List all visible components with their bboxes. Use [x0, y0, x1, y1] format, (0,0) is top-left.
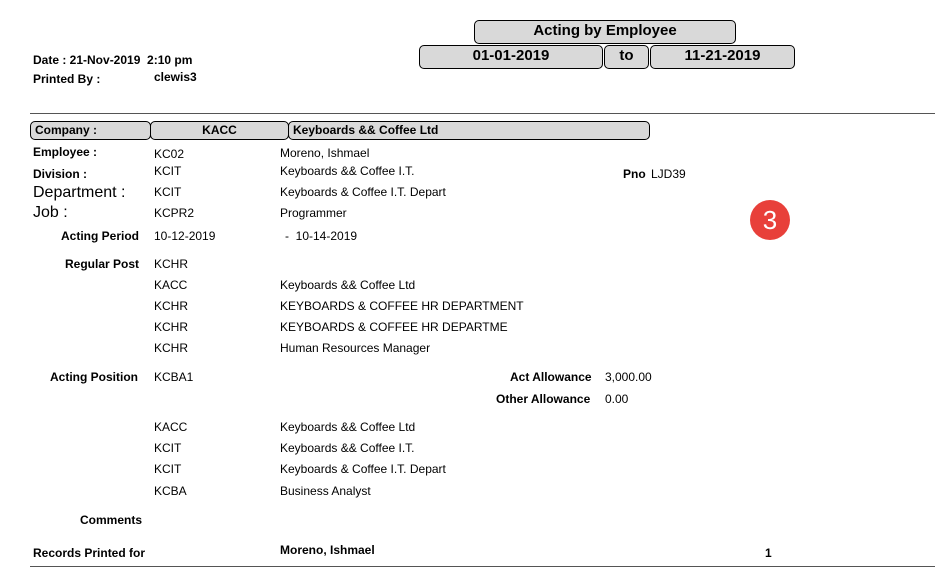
position-row-code: KCBA [154, 484, 187, 498]
act-allowance-value: 3,000.00 [605, 370, 652, 384]
regular-row-code: KCHR [154, 299, 189, 313]
date-to-label-box [604, 45, 649, 69]
company-name: Keyboards && Coffee Ltd [293, 123, 439, 137]
records-printed-name: Moreno, Ishmael [280, 543, 375, 557]
comments-label: Comments [80, 513, 143, 527]
position-row-code: KCIT [154, 441, 182, 455]
company-code-box [150, 121, 289, 140]
regular-post-code: KCHR [154, 257, 189, 271]
date-to: 11-21-2019 [684, 47, 761, 64]
job-name: Programmer [280, 206, 347, 220]
acting-period-end: - 10-14-2019 [285, 229, 358, 243]
report-title-box [474, 20, 736, 44]
company-name-box [288, 121, 650, 140]
company-code: KACC [202, 123, 237, 137]
print-date: Date : 21-Nov-2019 2:10 pm [33, 53, 193, 67]
department-code: KCIT [154, 185, 182, 199]
pno-value: LJD39 [651, 167, 686, 181]
employee-code: KC02 [154, 147, 185, 161]
records-printed-label: Records Printed for [33, 546, 146, 560]
date-to-label: to [619, 47, 634, 64]
position-row-code: KCIT [154, 462, 182, 476]
report-title: Acting by Employee [533, 22, 677, 39]
printed-by-value: clewis3 [154, 70, 197, 84]
division-code: KCIT [154, 164, 182, 178]
other-allowance-label: Other Allowance [496, 392, 591, 406]
employee-label: Employee : [33, 145, 98, 159]
header-divider [30, 113, 935, 114]
regular-row-code: KCHR [154, 341, 189, 355]
regular-row-code: KACC [154, 278, 188, 292]
date-from-box [419, 45, 603, 69]
position-row-desc: Business Analyst [280, 484, 371, 498]
date-to-box [650, 45, 795, 69]
regular-row-desc: KEYBOARDS & COFFEE HR DEPARTMENT [280, 299, 524, 313]
acting-position-code: KCBA1 [154, 370, 194, 384]
date-from: 01-01-2019 [472, 47, 550, 64]
regular-row-desc: Human Resources Manager [280, 341, 431, 355]
employee-name: Moreno, Ishmael [280, 146, 370, 160]
regular-row-code: KCHR [154, 320, 189, 334]
division-label: Division : [33, 167, 88, 181]
regular-row-desc: KEYBOARDS & COFFEE HR DEPARTME [280, 320, 508, 334]
position-row-code: KACC [154, 420, 188, 434]
other-allowance-value: 0.00 [605, 392, 629, 406]
position-row-desc: Keyboards & Coffee I.T. Depart [280, 462, 446, 476]
position-row-desc: Keyboards && Coffee Ltd [280, 420, 416, 434]
acting-position-label: Acting Position [50, 370, 138, 384]
company-label: Company : [35, 123, 98, 137]
job-label: Job : [33, 204, 68, 221]
footer-divider [30, 566, 935, 567]
company-label-box [30, 121, 151, 140]
regular-row-desc: Keyboards && Coffee Ltd [280, 278, 416, 292]
department-label: Department : [33, 184, 126, 201]
act-allowance-label: Act Allowance [510, 370, 592, 384]
acting-period-start: 10-12-2019 [154, 229, 216, 243]
acting-period-label: Acting Period [61, 229, 140, 243]
job-code: KCPR2 [154, 206, 195, 220]
department-name: Keyboards & Coffee I.T. Depart [280, 185, 446, 199]
records-printed-count: 1 [765, 546, 772, 560]
position-row-desc: Keyboards && Coffee I.T. [280, 441, 415, 455]
regular-post-label: Regular Post [65, 257, 140, 271]
pno-label: Pno [623, 167, 646, 181]
step-number-badge: 3 [750, 200, 790, 240]
division-name: Keyboards && Coffee I.T. [280, 164, 415, 178]
printed-by-label: Printed By : [33, 72, 101, 86]
